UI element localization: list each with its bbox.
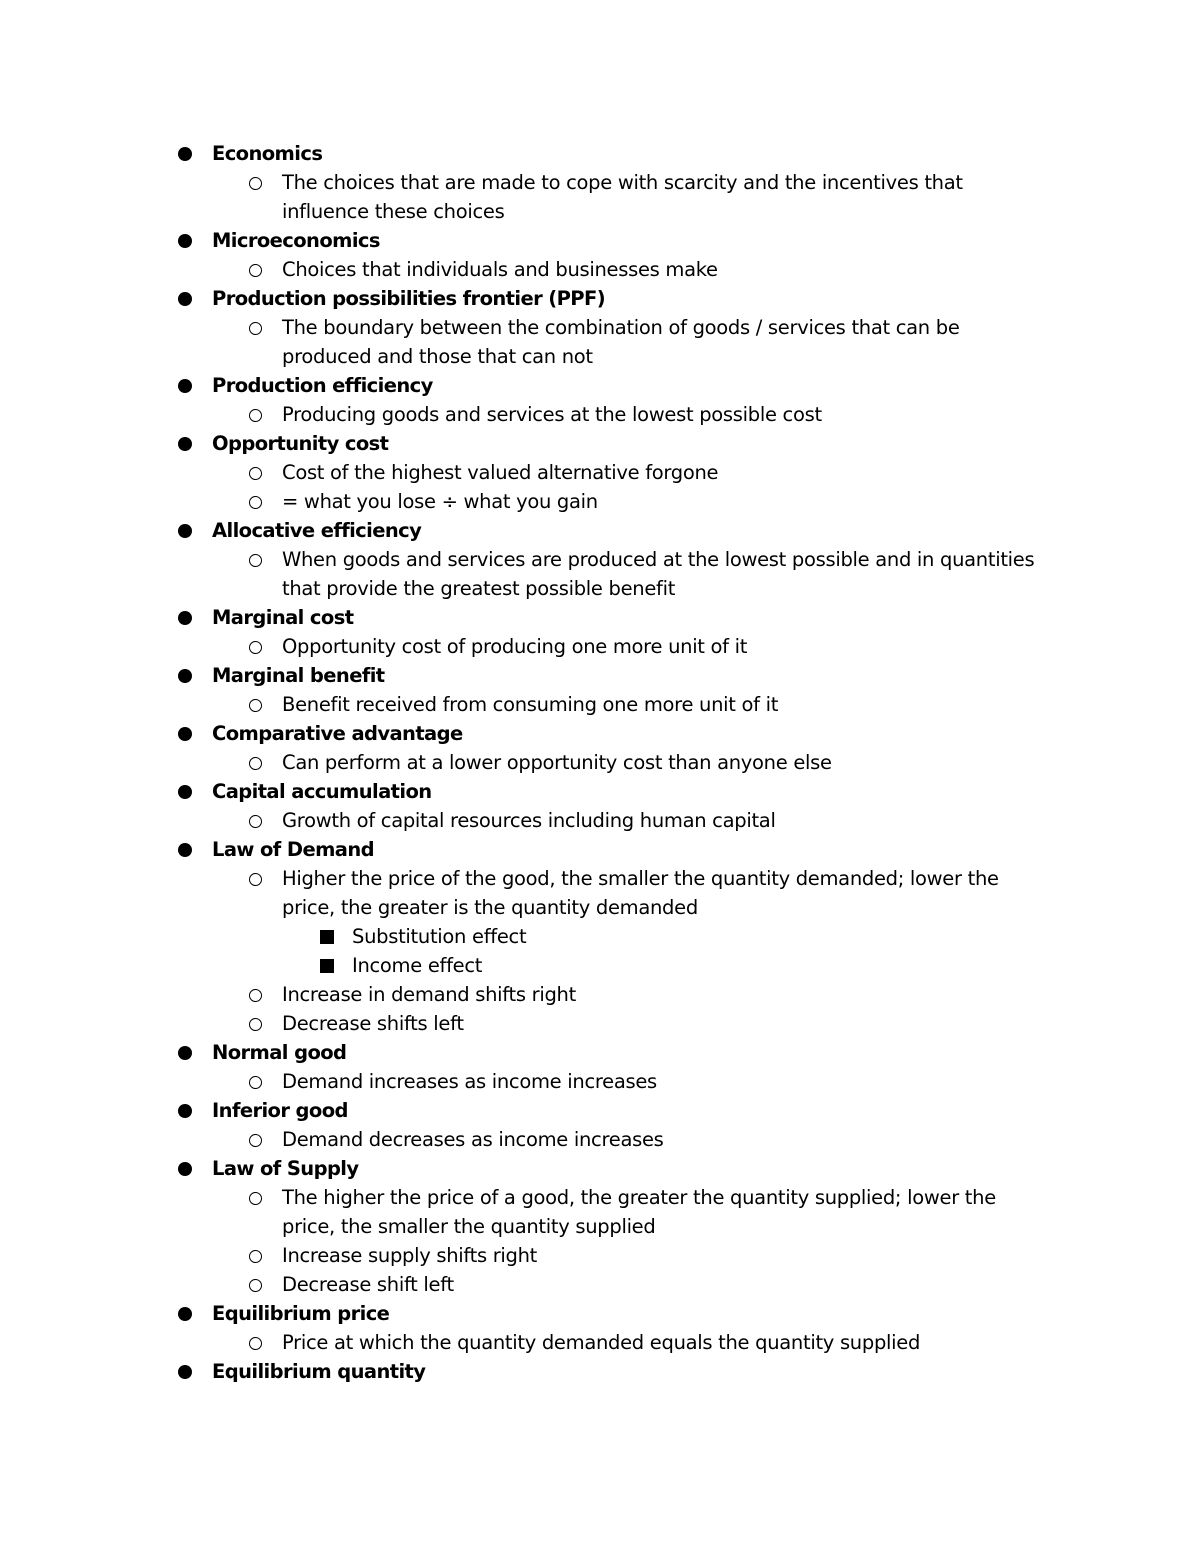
term-item bbox=[176, 371, 1036, 400]
definition-item bbox=[176, 1009, 1036, 1038]
hollow-circle-bullet-icon bbox=[249, 322, 262, 335]
hollow-circle-bullet-icon bbox=[249, 1279, 262, 1292]
definition-item bbox=[176, 864, 1036, 922]
hollow-circle-bullet-icon bbox=[249, 264, 262, 277]
definition-text: Decrease shift left bbox=[282, 1273, 454, 1296]
definition-text: Choices that individuals and businesses make bbox=[282, 258, 718, 281]
hollow-circle-bullet-icon bbox=[249, 1134, 262, 1147]
term-label: Equilibrium quantity bbox=[212, 1360, 426, 1383]
hollow-circle-bullet-icon bbox=[249, 1337, 262, 1350]
filled-disc-bullet-icon bbox=[178, 611, 192, 625]
definition-item bbox=[176, 487, 1036, 516]
term-label: Comparative advantage bbox=[212, 722, 463, 745]
definition-text: Price at which the quantity demanded equals the quantity supplied bbox=[282, 1331, 921, 1354]
hollow-circle-bullet-icon bbox=[249, 554, 262, 567]
term-label: Marginal cost bbox=[212, 606, 354, 629]
sub-item-text: Substitution effect bbox=[352, 925, 527, 948]
term-item bbox=[176, 719, 1036, 748]
term-item bbox=[176, 603, 1036, 632]
filled-disc-bullet-icon bbox=[178, 379, 192, 393]
definition-item bbox=[176, 1241, 1036, 1270]
hollow-circle-bullet-icon bbox=[249, 1250, 262, 1263]
definition-text: The higher the price of a good, the greater the quantity supplied; lower the price, the smaller the quantity supplied bbox=[282, 1186, 996, 1238]
term-label: Law of Supply bbox=[212, 1157, 359, 1180]
term-item bbox=[176, 777, 1036, 806]
definition-item bbox=[176, 690, 1036, 719]
definition-item bbox=[176, 806, 1036, 835]
filled-disc-bullet-icon bbox=[178, 292, 192, 306]
filled-disc-bullet-icon bbox=[178, 1307, 192, 1321]
definition-item bbox=[176, 255, 1036, 284]
term-label: Marginal benefit bbox=[212, 664, 385, 687]
filled-disc-bullet-icon bbox=[178, 147, 192, 161]
definition-item bbox=[176, 1183, 1036, 1241]
definition-item bbox=[176, 1125, 1036, 1154]
definition-item bbox=[176, 313, 1036, 371]
definition-text: Decrease shifts left bbox=[282, 1012, 464, 1035]
term-item bbox=[176, 516, 1036, 545]
term-label: Production efficiency bbox=[212, 374, 433, 397]
definition-text: Benefit received from consuming one more unit of it bbox=[282, 693, 779, 716]
filled-square-bullet-icon bbox=[320, 959, 334, 973]
hollow-circle-bullet-icon bbox=[249, 409, 262, 422]
hollow-circle-bullet-icon bbox=[249, 641, 262, 654]
term-item bbox=[176, 1154, 1036, 1183]
definition-text: The boundary between the combination of goods / services that can be produced and those that can not bbox=[282, 316, 960, 368]
definition-text: Producing goods and services at the lowest possible cost bbox=[282, 403, 822, 426]
definition-text: Higher the price of the good, the smaller the quantity demanded; lower the price, the greater is the quantity demanded bbox=[282, 867, 999, 919]
definition-item bbox=[176, 980, 1036, 1009]
term-item bbox=[176, 661, 1036, 690]
definition-text: Increase supply shifts right bbox=[282, 1244, 538, 1267]
glossary-list bbox=[176, 139, 1036, 1386]
filled-disc-bullet-icon bbox=[178, 1104, 192, 1118]
hollow-circle-bullet-icon bbox=[249, 873, 262, 886]
term-item bbox=[176, 1357, 1036, 1386]
definition-item bbox=[176, 1270, 1036, 1299]
term-label: Law of Demand bbox=[212, 838, 374, 861]
hollow-circle-bullet-icon bbox=[249, 177, 262, 190]
term-item bbox=[176, 1096, 1036, 1125]
filled-disc-bullet-icon bbox=[178, 669, 192, 683]
term-item bbox=[176, 1038, 1036, 1067]
filled-disc-bullet-icon bbox=[178, 524, 192, 538]
definition-item bbox=[176, 1067, 1036, 1096]
definition-item bbox=[176, 748, 1036, 777]
term-item bbox=[176, 284, 1036, 313]
definition-item bbox=[176, 458, 1036, 487]
term-label: Normal good bbox=[212, 1041, 347, 1064]
hollow-circle-bullet-icon bbox=[249, 1018, 262, 1031]
hollow-circle-bullet-icon bbox=[249, 1192, 262, 1205]
definition-text: Growth of capital resources including human capital bbox=[282, 809, 776, 832]
term-item bbox=[176, 139, 1036, 168]
definition-text: Opportunity cost of producing one more unit of it bbox=[282, 635, 748, 658]
definition-text: Cost of the highest valued alternative forgone bbox=[282, 461, 719, 484]
term-label: Inferior good bbox=[212, 1099, 348, 1122]
definition-text: Demand decreases as income increases bbox=[282, 1128, 664, 1151]
definition-item bbox=[176, 545, 1036, 603]
hollow-circle-bullet-icon bbox=[249, 496, 262, 509]
hollow-circle-bullet-icon bbox=[249, 467, 262, 480]
term-label: Microeconomics bbox=[212, 229, 380, 252]
filled-disc-bullet-icon bbox=[178, 234, 192, 248]
filled-disc-bullet-icon bbox=[178, 437, 192, 451]
term-label: Capital accumulation bbox=[212, 780, 432, 803]
definition-text: Can perform at a lower opportunity cost than anyone else bbox=[282, 751, 832, 774]
definition-item bbox=[176, 632, 1036, 661]
filled-disc-bullet-icon bbox=[178, 1046, 192, 1060]
filled-disc-bullet-icon bbox=[178, 727, 192, 741]
definition-item bbox=[176, 168, 1036, 226]
definition-item bbox=[176, 400, 1036, 429]
definition-text: = what you lose ÷ what you gain bbox=[282, 490, 598, 513]
filled-disc-bullet-icon bbox=[178, 1162, 192, 1176]
sub-item-text: Income effect bbox=[352, 954, 483, 977]
definition-item bbox=[176, 1328, 1036, 1357]
filled-disc-bullet-icon bbox=[178, 785, 192, 799]
definition-text: Demand increases as income increases bbox=[282, 1070, 657, 1093]
term-label: Economics bbox=[212, 142, 323, 165]
hollow-circle-bullet-icon bbox=[249, 989, 262, 1002]
definition-text: Increase in demand shifts right bbox=[282, 983, 576, 1006]
filled-square-bullet-icon bbox=[320, 930, 334, 944]
term-label: Opportunity cost bbox=[212, 432, 389, 455]
definition-text: The choices that are made to cope with scarcity and the incentives that influence these choices bbox=[282, 171, 963, 223]
definition-text: When goods and services are produced at the lowest possible and in quantities that provide the greatest possible benefit bbox=[282, 548, 1035, 600]
hollow-circle-bullet-icon bbox=[249, 1076, 262, 1089]
term-label: Allocative efficiency bbox=[212, 519, 422, 542]
term-label: Production possibilities frontier (PPF) bbox=[212, 287, 606, 310]
filled-disc-bullet-icon bbox=[178, 843, 192, 857]
hollow-circle-bullet-icon bbox=[249, 815, 262, 828]
sub-item bbox=[176, 922, 1036, 951]
term-label: Equilibrium price bbox=[212, 1302, 390, 1325]
term-item bbox=[176, 835, 1036, 864]
term-item bbox=[176, 226, 1036, 255]
term-item bbox=[176, 429, 1036, 458]
filled-disc-bullet-icon bbox=[178, 1365, 192, 1379]
sub-item bbox=[176, 951, 1036, 980]
term-item bbox=[176, 1299, 1036, 1328]
hollow-circle-bullet-icon bbox=[249, 699, 262, 712]
hollow-circle-bullet-icon bbox=[249, 757, 262, 770]
